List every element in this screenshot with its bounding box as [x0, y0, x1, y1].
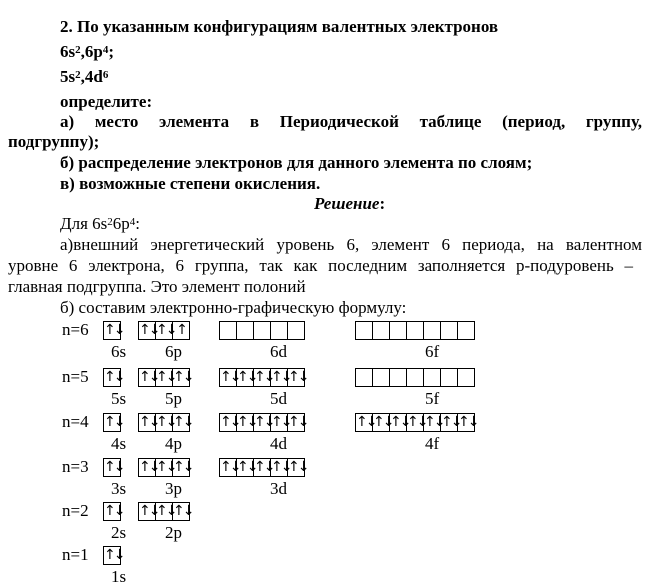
level-label-n6: n=6 — [62, 320, 89, 339]
orbital-cell-3d-5: ↑↓ — [288, 459, 308, 475]
orbital-cell-5d-5: ↑↓ — [288, 369, 308, 385]
orbital-cell-6p-3: ↑ — [172, 321, 190, 340]
orbital-cell-5s-1: ↑↓ — [104, 369, 124, 385]
sublevel-label-6p: 6p — [165, 342, 182, 361]
sublevel-label-4d: 4d — [270, 434, 287, 453]
orbital-cell-5f-1 — [355, 368, 373, 387]
orbital-cell-6p-1: ↑↓ — [139, 322, 159, 338]
orbital-cell-5d-2: ↑↓ — [237, 369, 257, 385]
level-label-n2: n=2 — [62, 501, 89, 520]
orbital-cell-2p-3: ↑↓ — [173, 503, 193, 519]
orbital-cell-3p-1: ↑↓ — [139, 459, 159, 475]
config-2-sup-b: 6 — [102, 69, 109, 81]
orbital-cell-3d-3: ↑↓ — [254, 459, 274, 475]
orbital-cell-3p-2: ↑↓ — [156, 459, 176, 475]
orbital-cell-4p-3: ↑↓ — [173, 414, 193, 430]
sublevel-label-3d: 3d — [270, 479, 287, 498]
for-sup-2: 4 — [129, 216, 136, 228]
orbital-cell-6f-5 — [423, 321, 441, 340]
level-label-n5: n=5 — [62, 367, 89, 386]
config-2-part-b: ,4d — [80, 67, 103, 86]
orbital-cell-4d-4: ↑↓ — [271, 414, 291, 430]
solution-heading-colon: : — [379, 194, 386, 213]
config-1 — [60, 42, 114, 62]
orbital-cell-3d-1: ↑↓ — [220, 459, 240, 475]
task-title: 2. По указанным конфигурациям валентных электронов — [60, 17, 499, 36]
orbital-cell-4d-2: ↑↓ — [237, 414, 257, 430]
orbital-cell-5f-6 — [440, 368, 458, 387]
sublevel-label-1s: 1s — [111, 567, 127, 586]
item-a-line-1: а) место элемента в Периодической таблице (период, группу, — [60, 112, 642, 131]
config-2-part-a: 5s — [60, 67, 76, 86]
sublevel-label-2p: 2p — [165, 523, 182, 542]
orbital-cell-6p-2: ↑↓ — [156, 322, 176, 338]
solution-a-line-2: уровне 6 электрона, 6 группа, так как последним заполняется р-подуровень – — [8, 256, 633, 275]
sublevel-label-5p: 5p — [165, 389, 182, 408]
orbital-cell-4d-5: ↑↓ — [288, 414, 308, 430]
sublevel-label-3p: 3p — [165, 479, 182, 498]
solution-b-line: б) составим электронно-графическую формулу: — [60, 298, 407, 317]
orbital-cell-4f-6: ↑↓ — [441, 414, 461, 430]
config-1-end: ; — [108, 42, 115, 61]
config-2-sup-a: 2 — [75, 69, 81, 81]
orbital-cell-4d-1: ↑↓ — [220, 414, 240, 430]
orbital-cell-5p-3: ↑↓ — [173, 369, 193, 385]
orbital-cell-4p-2: ↑↓ — [156, 414, 176, 430]
sublevel-label-5s: 5s — [111, 389, 127, 408]
orbital-cell-1s-1: ↑↓ — [104, 547, 124, 563]
orbital-cell-5d-1: ↑↓ — [220, 369, 240, 385]
orbital-cell-4f-2: ↑↓ — [373, 414, 393, 430]
sublevel-label-4p: 4p — [165, 434, 182, 453]
sublevel-label-2s: 2s — [111, 523, 127, 542]
sublevel-label-6s: 6s — [111, 342, 127, 361]
sublevel-label-4f: 4f — [425, 434, 440, 453]
sublevel-label-5f: 5f — [425, 389, 440, 408]
orbital-cell-4f-7: ↑↓ — [458, 414, 478, 430]
solution-for-line — [60, 214, 140, 234]
orbital-cell-6d-5 — [287, 321, 305, 340]
orbital-cell-6d-4 — [270, 321, 288, 340]
orbital-cell-4f-3: ↑↓ — [390, 414, 410, 430]
orbital-cell-6s-1: ↑↓ — [104, 322, 124, 338]
orbital-cell-5p-2: ↑↓ — [156, 369, 176, 385]
sublevel-label-4s: 4s — [111, 434, 127, 453]
sublevel-label-5d: 5d — [270, 389, 287, 408]
config-1-part-a: 6s — [60, 42, 76, 61]
orbital-cell-4f-5: ↑↓ — [424, 414, 444, 430]
orbital-cell-5d-3: ↑↓ — [254, 369, 274, 385]
item-b: б) распределение электронов для данного элемента по слоям; — [60, 153, 533, 172]
solution-heading-text: Решение — [314, 194, 380, 213]
orbital-cell-6f-2 — [372, 321, 390, 340]
for-mid: 6p — [112, 214, 130, 233]
item-c: в) возможные степени окисления. — [60, 174, 321, 193]
orbital-cell-6d-1 — [219, 321, 237, 340]
orbital-cell-6f-4 — [406, 321, 424, 340]
for-prefix: Для 6s — [60, 214, 108, 233]
orbital-cell-2p-2: ↑↓ — [156, 503, 176, 519]
sublevel-label-3s: 3s — [111, 479, 127, 498]
orbital-cell-6f-3 — [389, 321, 407, 340]
level-label-n1: n=1 — [62, 545, 89, 564]
orbital-cell-5f-4 — [406, 368, 424, 387]
level-label-n3: n=3 — [62, 457, 89, 476]
orbital-cell-4s-1: ↑↓ — [104, 414, 124, 430]
orbital-cell-5f-5 — [423, 368, 441, 387]
orbital-cell-3p-3: ↑↓ — [173, 459, 193, 475]
orbital-cell-6f-6 — [440, 321, 458, 340]
orbital-cell-6f-1 — [355, 321, 373, 340]
for-sup-1: 2 — [107, 216, 113, 228]
orbital-cell-3s-1: ↑↓ — [104, 459, 124, 475]
config-1-part-b: ,6p — [80, 42, 103, 61]
config-1-sup-a: 2 — [75, 44, 81, 56]
orbital-cell-5d-4: ↑↓ — [271, 369, 291, 385]
orbital-cell-5f-2 — [372, 368, 390, 387]
orbital-cell-5f-7 — [457, 368, 475, 387]
solution-heading — [314, 194, 385, 214]
orbital-cell-4p-1: ↑↓ — [139, 414, 159, 430]
for-end: : — [135, 214, 140, 233]
orbital-cell-2p-1: ↑↓ — [139, 503, 159, 519]
determine-label: определите: — [60, 92, 153, 111]
orbital-cell-2s-1: ↑↓ — [104, 503, 124, 519]
orbital-cell-5p-1: ↑↓ — [139, 369, 159, 385]
orbital-cell-4f-4: ↑↓ — [407, 414, 427, 430]
orbital-cell-6f-7 — [457, 321, 475, 340]
orbital-cell-3d-2: ↑↓ — [237, 459, 257, 475]
orbital-cell-3d-4: ↑↓ — [271, 459, 291, 475]
orbital-cell-4f-1: ↑↓ — [356, 414, 376, 430]
sublevel-label-6d: 6d — [270, 342, 287, 361]
sublevel-label-6f: 6f — [425, 342, 440, 361]
orbital-cell-5f-3 — [389, 368, 407, 387]
config-2 — [60, 67, 108, 87]
orbital-cell-4d-3: ↑↓ — [254, 414, 274, 430]
config-1-sup-b: 4 — [102, 44, 109, 56]
solution-a-line-3: главная подгруппа. Это элемент полоний — [8, 277, 306, 296]
orbital-cell-6d-3 — [253, 321, 271, 340]
orbital-cell-6d-2 — [236, 321, 254, 340]
item-a-line-2: подгруппу); — [8, 132, 100, 151]
level-label-n4: n=4 — [62, 412, 89, 431]
solution-a-line-1: а)внешний энергетический уровень 6, элемент 6 периода, на валентном — [60, 235, 642, 254]
